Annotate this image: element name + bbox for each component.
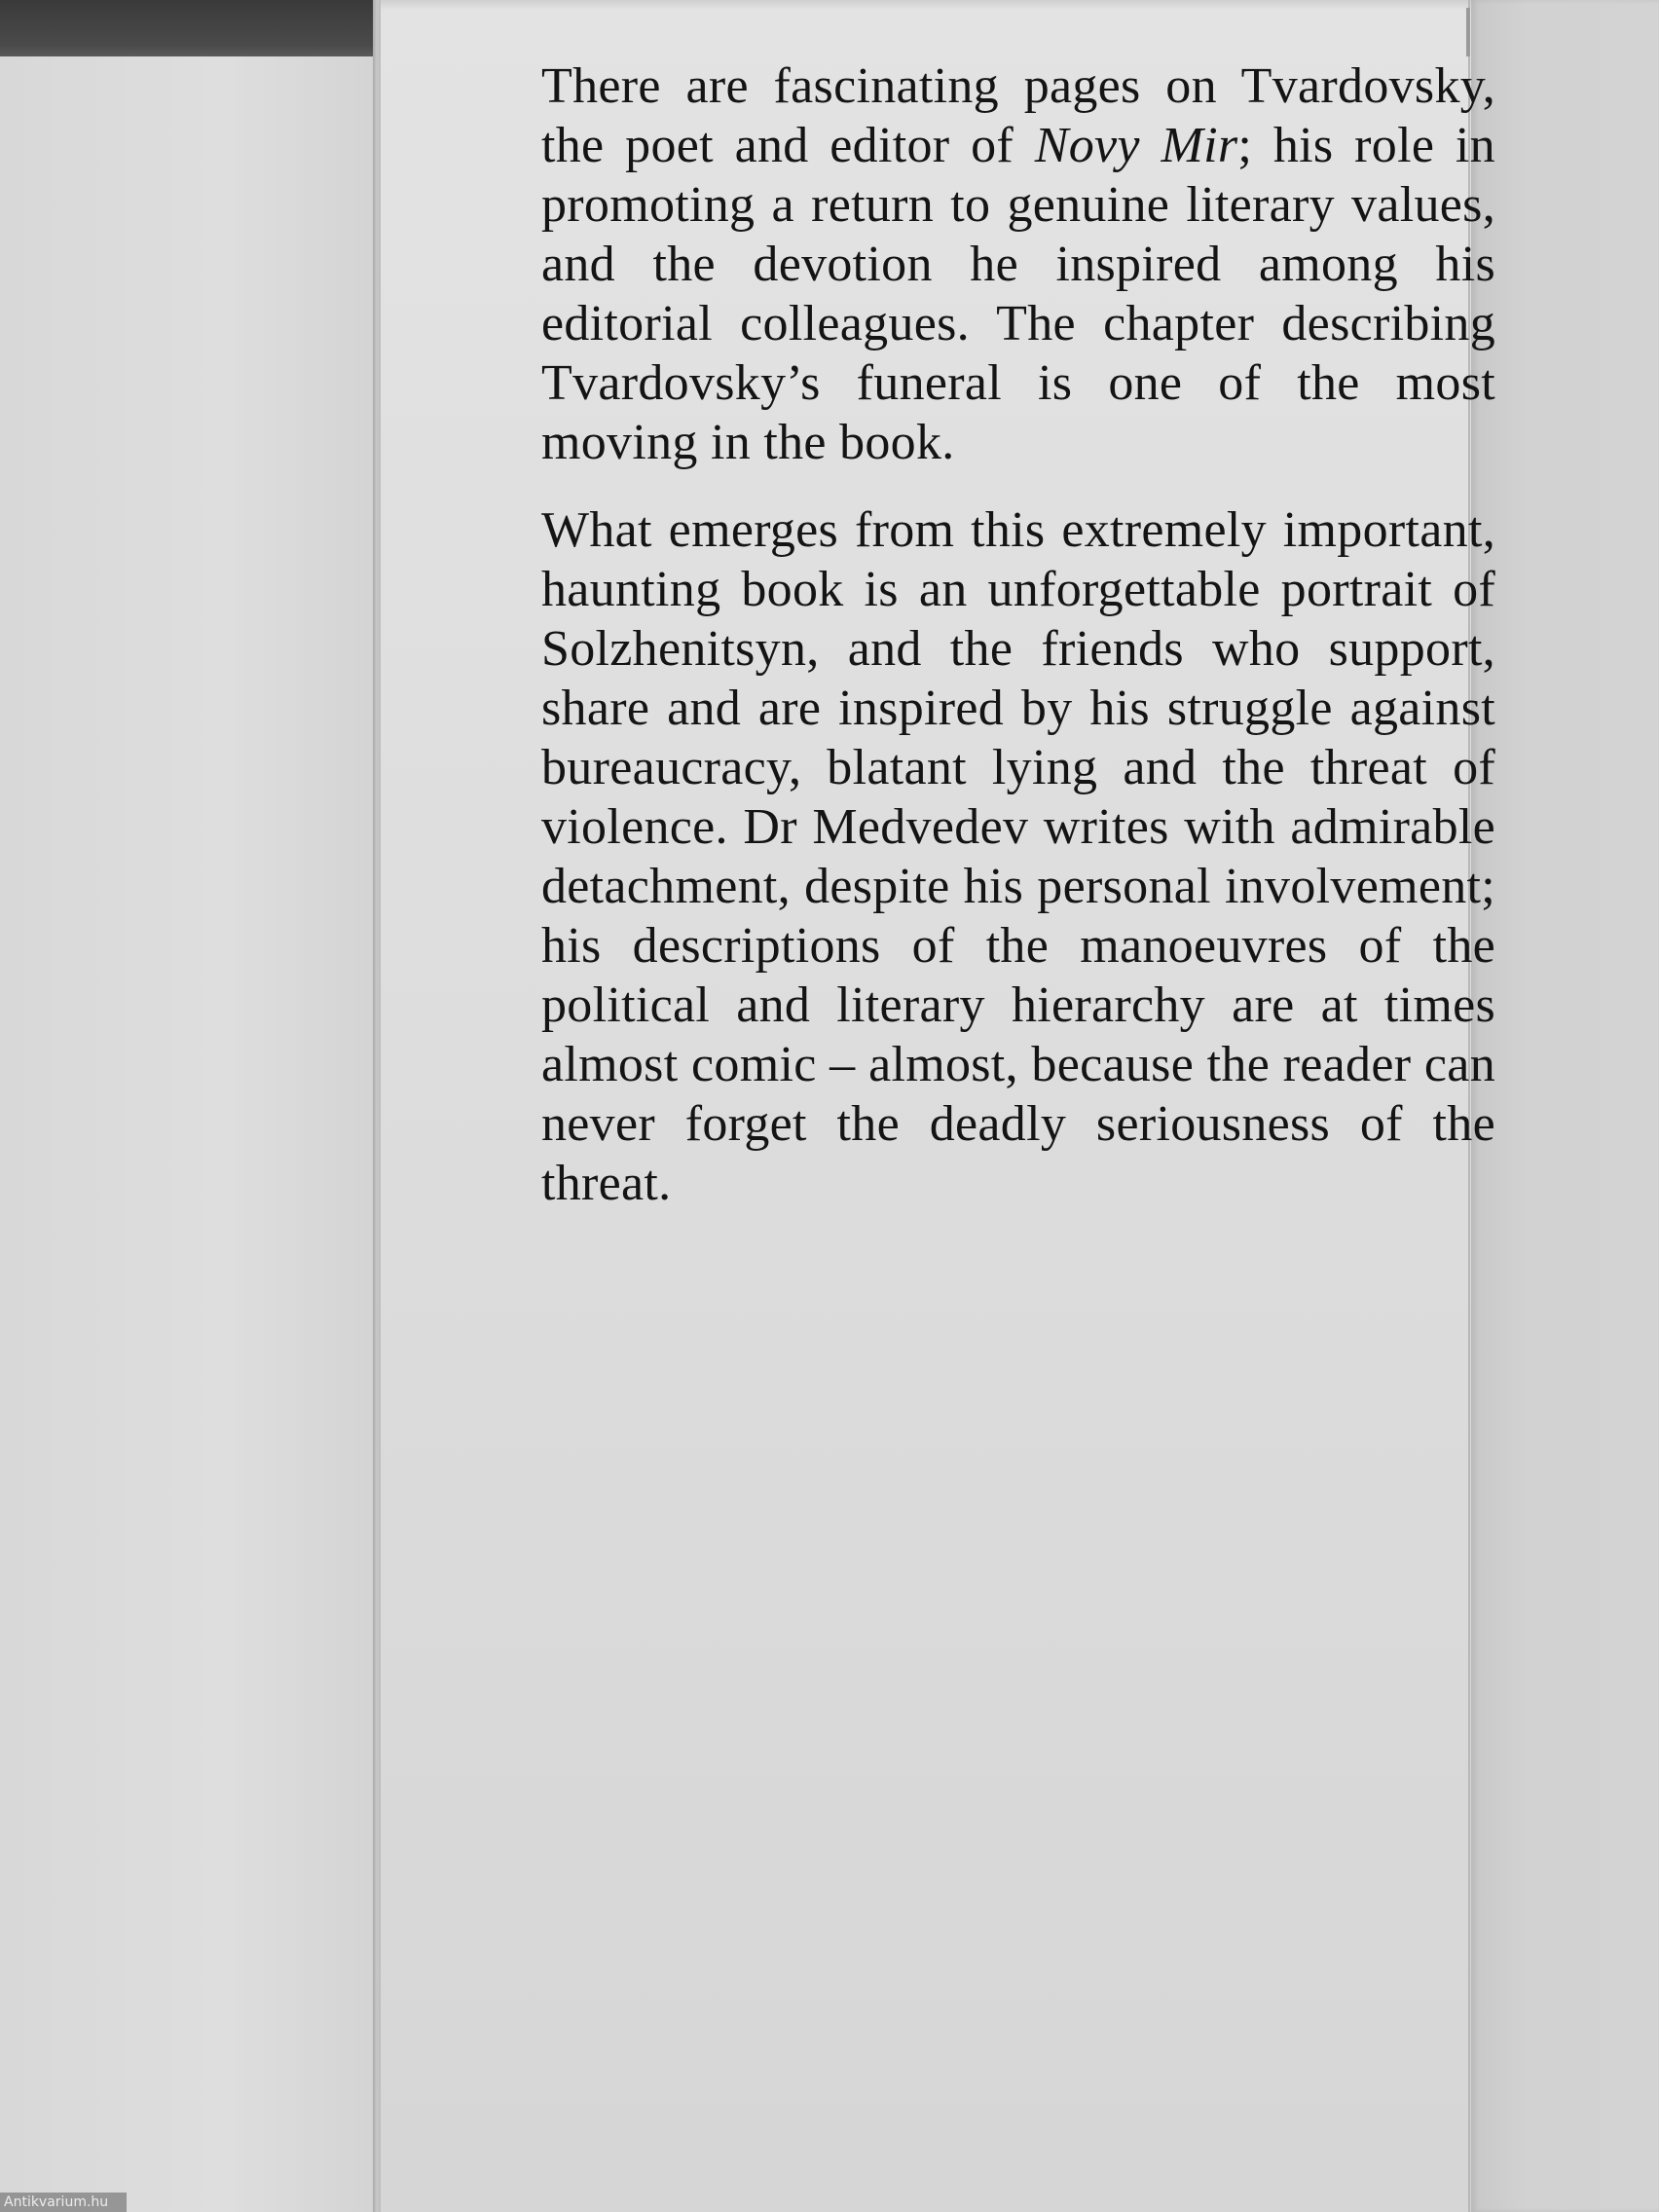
- left-cover-board: [0, 0, 375, 2212]
- top-dark-band: [0, 0, 394, 56]
- jacket-flap: [1471, 0, 1659, 2212]
- flap-notch: [1466, 8, 1470, 56]
- paragraph-1: [541, 56, 1495, 472]
- paragraph-1-lead: There are fascinating pages on Tvardovsky, the poet and editor of: [541, 58, 1495, 173]
- blurb-text: [541, 56, 1495, 1213]
- page-edge: [373, 0, 381, 2212]
- paragraph-1-rest: ; his role in promoting a return to genuine literary values, and the devotion he inspired among his editorial colleagues. The chapter describing Tvardovsky’s funeral is one of the most moving in the book.: [541, 118, 1495, 470]
- watermark: Antikvarium.hu: [0, 2193, 127, 2212]
- page-top-shadow: [381, 0, 1471, 10]
- magazine-title: Novy Mir: [1034, 118, 1238, 173]
- paragraph-2: What emerges from this extremely important, haunting book is an unforgettable portrait of Solzhenitsyn, and the friends who support, share and are inspired by his struggle against bureaucracy, blatant lying and the threat of violence. Dr Medvedev writes with admirable detachment, despite his personal involvement; his descriptions of the manoeuvres of the political and literary hierarchy are at times almost comic – almost, because the reader can never forget the deadly seriousness of the threat.: [541, 502, 1495, 1211]
